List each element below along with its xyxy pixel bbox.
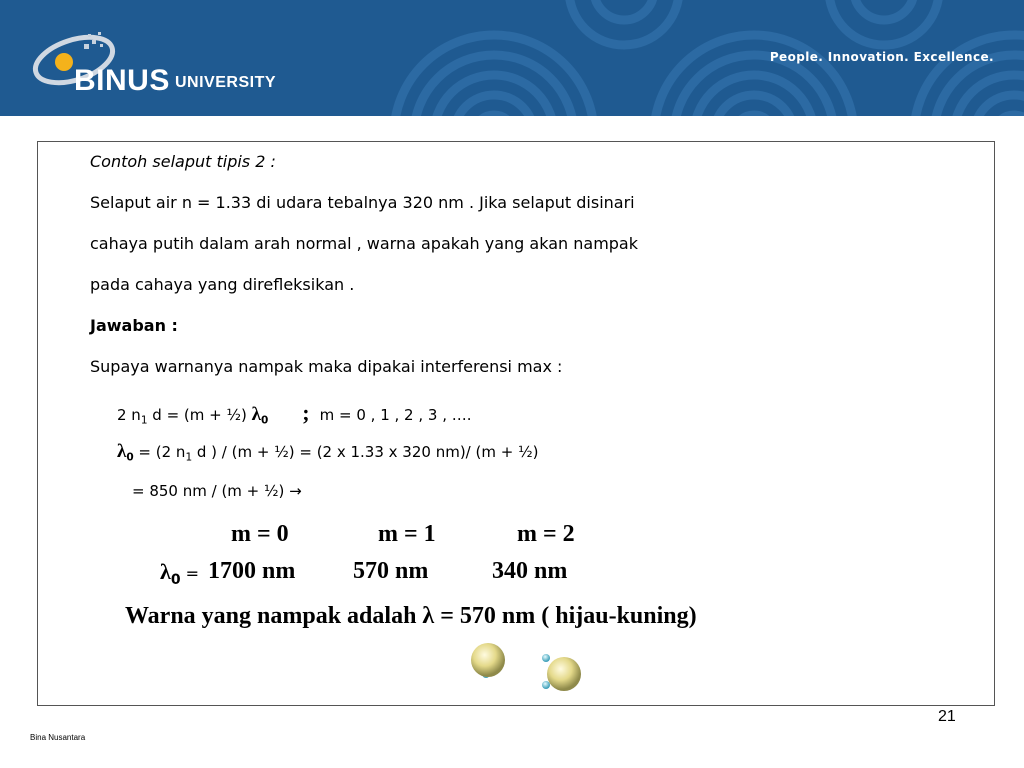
lambda-value-2: 340 nm: [492, 558, 568, 584]
answer-label: Jawaban :: [90, 316, 178, 335]
tagline: People. Innovation. Excellence.: [769, 50, 994, 64]
logo-brand: BINUS: [74, 64, 170, 97]
problem-line-1: Selaput air n = 1.33 di udara tebalnya 320 nm . Jika selaput disinari: [90, 193, 635, 212]
lambda-value-1: 570 nm: [353, 558, 429, 584]
lambda-value-0: 1700 nm: [208, 558, 296, 584]
footer-text: Bina Nusantara: [30, 733, 86, 742]
m-value-0: m = 0: [231, 521, 289, 547]
logo-suffix: UNIVERSITY: [175, 74, 277, 91]
formula-simplified: = 850 nm / (m + ½) →: [132, 482, 302, 500]
m-value-2: m = 2: [517, 521, 575, 547]
example-title: Contoh selaput tipis 2 :: [90, 152, 276, 171]
molecule-icon: [466, 638, 586, 698]
problem-line-2: cahaya putih dalam arah normal , warna apakah yang akan nampak: [90, 234, 638, 253]
lambda-row-label: $\lambda_0$ =: [160, 559, 200, 588]
header-banner: [0, 0, 1024, 116]
problem-line-3: pada cahaya yang direfleksikan .: [90, 275, 355, 294]
conclusion: Warna yang nampak adalah λ = 570 nm ( hijau-kuning): [125, 603, 697, 629]
formula-wavelength: $\lambda_0 = (2$ $n_1$ d ) / (m + ½) = (2 x 1.33 x 320 nm)/ (m + ½): [117, 441, 539, 464]
m-value-1: m = 1: [378, 521, 436, 547]
formula-condition: 2 $n_1$ d = (m + ½) $\lambda_0$ ; m = 0 , 1 , 2 , 3 , ….: [117, 400, 472, 427]
answer-line: Supaya warnanya nampak maka dipakai interferensi max :: [90, 357, 563, 376]
page-number: 21: [938, 708, 956, 725]
